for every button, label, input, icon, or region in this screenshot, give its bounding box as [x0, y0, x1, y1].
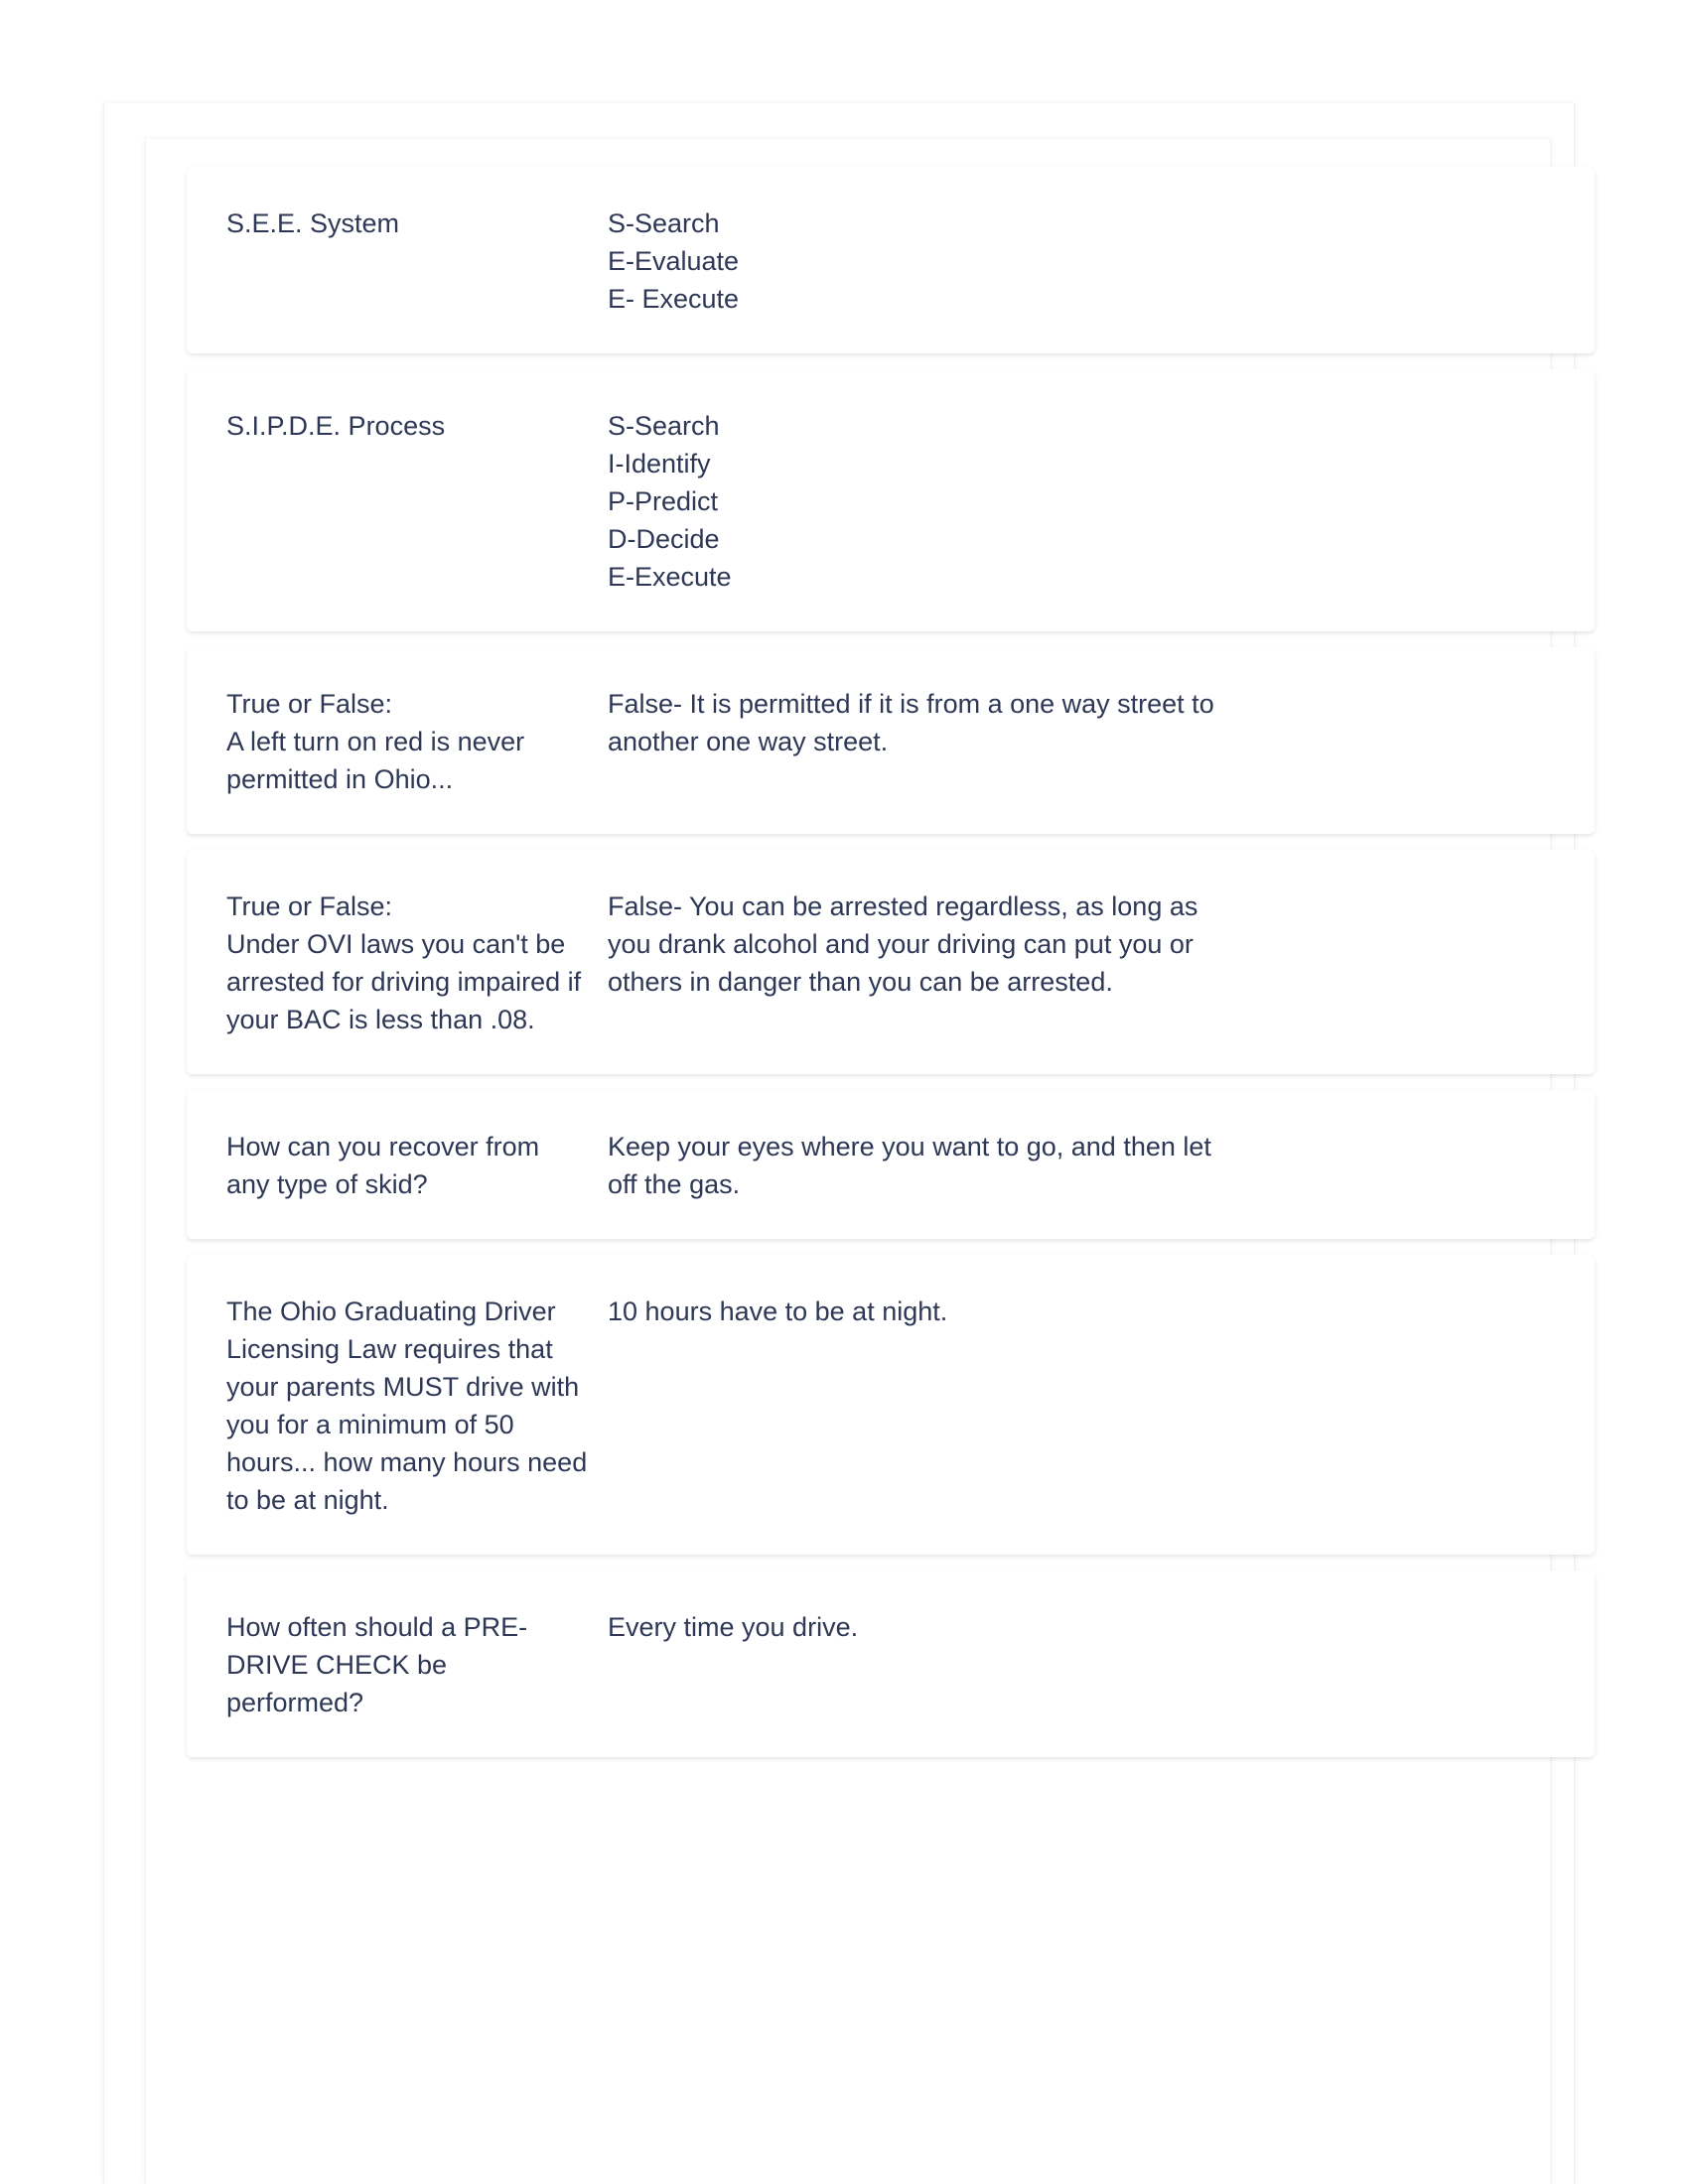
- card-definition: S-Search E-Evaluate E- Execute: [608, 208, 740, 314]
- flashcard[interactable]: [187, 369, 1595, 631]
- card-term: S.I.P.D.E. Process: [226, 411, 446, 441]
- card-term: How can you recover from any type of skid?: [226, 1132, 540, 1199]
- card-definition: Every time you drive.: [608, 1612, 859, 1642]
- card-definition: False- You can be arrested regardless, as long as you drank alcohol and your driving can put you or others in danger than you can be arrested.: [608, 891, 1198, 997]
- card-definition: False- It is permitted if it is from a one way street to another one way street.: [608, 689, 1214, 756]
- flashcard[interactable]: [187, 647, 1595, 834]
- card-definition: Keep your eyes where you want to go, and then let off the gas.: [608, 1132, 1211, 1199]
- flashcard[interactable]: [187, 167, 1595, 353]
- card-term: How often should a PRE-DRIVE CHECK be performed?: [226, 1612, 528, 1717]
- card-definition: 10 hours have to be at night.: [608, 1297, 948, 1326]
- card-term: True or False: A left turn on red is never permitted in Ohio...: [226, 689, 525, 794]
- flashcard-list: [187, 167, 1595, 1773]
- flashcard[interactable]: [187, 1090, 1595, 1239]
- card-definition: S-Search I-Identify P-Predict D-Decide E-Execute: [608, 411, 732, 592]
- flashcard[interactable]: [187, 1570, 1595, 1757]
- flashcard[interactable]: [187, 850, 1595, 1074]
- card-term: The Ohio Graduating Driver Licensing Law requires that your parents MUST drive with you for a minimum of 50 hours... how many hours need to be at night.: [226, 1297, 588, 1515]
- card-term: S.E.E. System: [226, 208, 400, 238]
- card-term: True or False: Under OVI laws you can't be arrested for driving impaired if your BAC is less than .08.: [226, 891, 582, 1034]
- flashcard[interactable]: [187, 1255, 1595, 1555]
